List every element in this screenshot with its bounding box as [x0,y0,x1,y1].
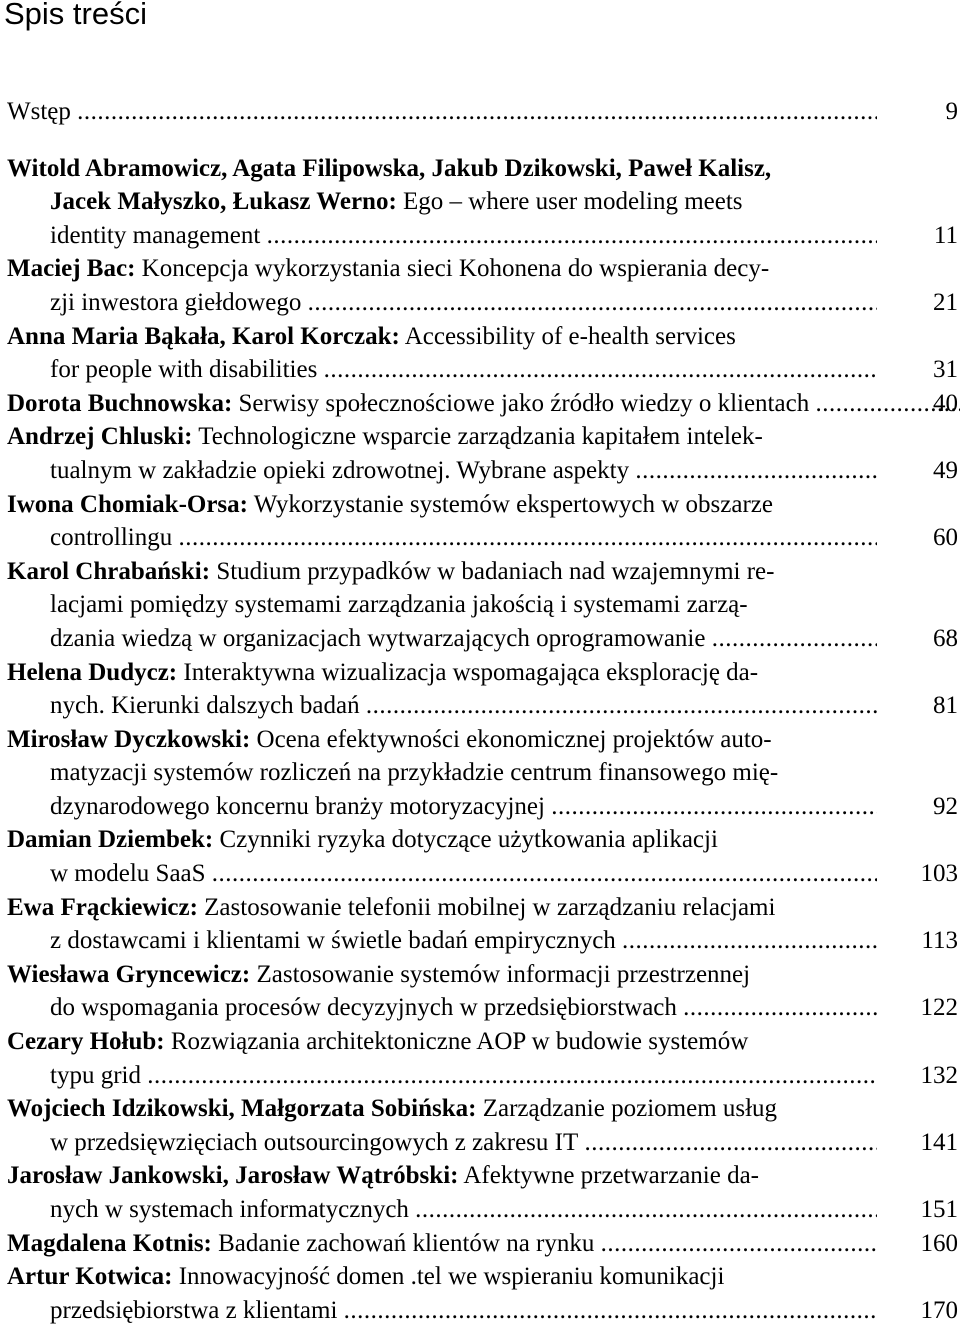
toc-entry-title [50,1059,141,1093]
page-number: 170 [920,1296,958,1324]
toc-line [7,1294,877,1328]
article-title: przedsiębiorstwa z klientami [50,1296,338,1324]
author-name: Maciej Bac: [7,255,136,283]
article-title: Zastosowanie telefonii mobilnej w zarządzaniu relacjami [197,893,776,921]
article-title: dzynarodowego koncernu branży motoryzacyjnej [50,792,545,820]
article-title: Wykorzystanie systemów ekspertowych w obszarze [248,490,773,518]
page-number: 160 [920,1229,958,1257]
toc-entry-title [50,924,616,958]
toc-line [7,1059,877,1093]
toc-line [7,320,960,354]
article-title: Ocena efektywności ekonomicznej projektów auto- [250,725,772,753]
toc-line [7,95,877,129]
leader-dots [147,1059,877,1093]
leader-dots [622,924,877,958]
author-name: Witold Abramowicz, Agata Filipowska, Jakub Dzikowski, Paweł Kalisz, [7,154,772,182]
page-number: 21 [933,288,958,316]
toc-entry[interactable] [7,488,960,555]
toc-line [7,454,877,488]
author-name: Ewa Frąckiewicz: [7,893,198,921]
toc-line [7,1227,877,1261]
author-name: Wojciech Idzikowski, Małgorzata Sobińska: [7,1095,477,1123]
page-number: 60 [933,524,958,552]
toc-entry[interactable] [7,1260,960,1327]
toc-entry-title [7,1028,748,1055]
leader-dots [712,622,877,656]
leader-dots [585,1126,878,1160]
toc-line [7,790,877,824]
toc-line [7,924,877,958]
page-number: 103 [920,860,958,888]
toc-entry-title [7,1227,594,1261]
article-title: Technologiczne wsparcie zarządzania kapitałem intelek- [192,423,763,451]
article-title: tualnym w zakładzie opieki zdrowotnej. Wybrane aspekty [50,456,630,484]
article-title: identity management [50,221,261,249]
toc-entry-title [50,790,545,824]
toc-line [7,656,960,690]
toc-line [7,756,960,790]
toc-line [7,1126,877,1160]
leader-dots [324,353,877,387]
leader-dots [601,1227,877,1261]
toc-entry[interactable] [7,656,960,723]
article-title: do wspomagania procesów decyzyjnych w przedsiębiorstwach [50,994,677,1022]
toc-entry-title [7,323,736,350]
article-title: lacjami pomiędzy systemami zarządzania jakością i systemami zarzą- [50,591,748,619]
leader-dots [344,1294,877,1328]
toc-entry[interactable] [7,387,960,421]
toc-entry[interactable] [7,1092,960,1159]
toc-line [7,1159,960,1193]
article-title: Studium przypadków w badaniach nad wzajemnymi re- [210,557,775,585]
toc-entry[interactable] [7,1227,960,1261]
article-title: typu grid [50,1061,141,1089]
article-title: Accessibility of e-health services [399,322,736,350]
toc-entry[interactable] [7,1025,960,1092]
toc-line [7,991,877,1025]
page-number: 113 [921,927,958,955]
toc-entry-title [7,894,775,921]
toc-entry-title [50,991,677,1025]
article-title: nych w systemach informatycznych [50,1196,409,1223]
article-title: Badanie zachowań klientów na rynku [211,1229,595,1257]
article-title: z dostawcami i klientami w świetle badań empirycznych [50,927,616,955]
page-number: 31 [933,356,958,384]
table-of-contents [7,95,960,1327]
article-title: Rozwiązania architektoniczne AOP w budowie systemów [164,1028,749,1056]
article-title: Innowacyjność domen .tel we wspieraniu komunikacji [172,1263,725,1291]
toc-line [7,958,960,992]
article-title: w modelu SaaS [50,860,206,888]
toc-line [7,185,960,219]
page-number: 151 [920,1196,958,1223]
page-number: 132 [920,1061,958,1089]
toc-entry-title [7,826,718,853]
author-name: Damian Dziembek: [7,826,214,854]
toc-entry-title [7,387,809,421]
toc-line [7,1025,960,1059]
author-name: Helena Dudycz: [7,658,178,686]
page-number: 40 [933,389,958,417]
toc-line [7,622,877,656]
article-title: Koncepcja wykorzystania sieci Kohonena do wspierania decy- [135,255,770,283]
toc-entry-title [50,454,629,488]
page-number: 11 [933,221,958,249]
toc-entry-title [50,591,748,618]
article-title: Interaktywna wizualizacja wspomagająca eksplorację da- [177,658,759,686]
page-number: 68 [933,624,958,652]
toc-line [7,152,960,186]
author-name: Wiesława Gryncewicz: [7,960,251,988]
article-title: for people with disabilities [50,356,318,384]
leader-dots [366,689,877,723]
toc-entry-title [50,1294,337,1328]
author-name: Karol Chrabański: [7,557,211,585]
toc-line [7,891,960,925]
toc-entry[interactable] [7,420,960,487]
toc-line [7,723,960,757]
toc-entry-title [50,219,260,253]
leader-dots [683,991,877,1025]
article-title: matyzacji systemów rozliczeń na przykładzie centrum finansowego mię- [50,759,779,787]
toc-entry-intro[interactable] [7,95,960,129]
page-number: 49 [933,456,958,484]
page-number: 9 [945,98,958,125]
leader-dots [77,95,877,129]
article-title: nych. Kierunki dalszych badań [50,692,360,720]
author-name: Anna Maria Bąkała, Karol Korczak: [7,322,400,350]
toc-entry-title [50,857,206,891]
toc-entry[interactable] [7,891,960,958]
toc-entry-title [50,286,301,320]
author-name: Cezary Hołub: [7,1028,165,1056]
page-title: Spis treści [4,0,147,31]
toc-entry-title [7,1162,759,1189]
article-title: dzania wiedzą w organizacjach wytwarzających oprogramowanie [50,624,706,652]
article-title: Zastosowanie systemów informacji przestrzennej [250,960,751,988]
toc-line [7,521,877,555]
toc-entry[interactable] [7,320,960,387]
author-name: Iwona Chomiak-Orsa: [7,490,248,518]
author-name: Jacek Małyszko, Łukasz Werno: [50,188,397,216]
toc-line [7,1260,960,1294]
page-number: 81 [933,692,958,720]
page-number: 92 [933,792,958,820]
toc-entry[interactable] [7,723,960,824]
toc-entry-title [7,155,771,182]
toc-line [7,219,877,253]
toc-entry-title [50,759,778,786]
author-name: Mirosław Dyczkowski: [7,725,251,753]
toc-entry-title [7,558,774,585]
toc-line [7,387,960,421]
toc-line [7,857,877,891]
author-name: Jarosław Jankowski, Jarosław Wątróbski: [7,1162,459,1190]
spacer [7,129,960,152]
article-title: w przedsięwzięciach outsourcingowych z zakresu IT [50,1128,579,1156]
toc-line [7,420,960,454]
toc-line [7,689,877,723]
toc-entry-title [7,491,773,518]
toc-entry-title: Wstęp [7,98,71,125]
toc-entry-title [50,188,743,215]
article-title: Serwisy społecznościowe jako źródło wiedzy o klientach [232,389,810,417]
leader-dots [178,521,877,555]
toc-entry[interactable] [7,555,960,656]
toc-entry[interactable] [7,823,960,890]
toc-line [7,555,960,589]
author-name: Andrzej Chluski: [7,423,193,451]
toc-line [7,588,960,622]
toc-entry-title [50,689,360,723]
toc-entry-title [50,353,317,387]
toc-entry-title [7,1095,777,1122]
leader-dots [635,454,877,488]
toc-entry[interactable] [7,152,960,253]
toc-entry-title [50,521,172,555]
toc-entry-title [7,659,758,686]
toc-entry-title [50,622,705,656]
article-title: zji inwestora giełdowego [50,288,302,316]
leader-dots [212,857,877,891]
article-title: Czynniki ryzyka dotyczące użytkowania aplikacji [213,826,718,854]
leader-dots [267,219,877,253]
toc-entry-title [50,1193,409,1227]
toc-line [7,488,960,522]
page-number: 141 [920,1128,958,1156]
toc-line [7,823,960,857]
toc-line [7,353,877,387]
toc-entry-title [7,1263,724,1290]
leader-dots [551,790,877,824]
toc-entry-title [7,961,750,988]
toc-entry-title [7,726,772,753]
toc-line [7,1193,877,1227]
article-title: controllingu [50,524,173,552]
author-name: Magdalena Kotnis: [7,1229,212,1257]
toc-entry[interactable] [7,958,960,1025]
article-title: Zarządzanie poziomem usług [476,1095,778,1123]
toc-entry-title [50,1126,578,1160]
toc-line [7,1092,960,1126]
leader-dots [308,286,877,320]
author-name: Dorota Buchnowska: [7,389,233,417]
toc-entry[interactable] [7,252,960,319]
article-title: Afektywne przetwarzanie da- [458,1162,760,1190]
page-number: 122 [920,994,958,1022]
toc-entry-title [7,255,769,282]
toc-line [7,286,877,320]
author-name: Artur Kotwica: [7,1263,173,1291]
leader-dots [415,1193,877,1227]
toc-entry[interactable] [7,1159,960,1226]
article-title: Ego – where user modeling meets [396,188,743,216]
toc-line [7,252,960,286]
toc-entry-title [7,423,763,450]
